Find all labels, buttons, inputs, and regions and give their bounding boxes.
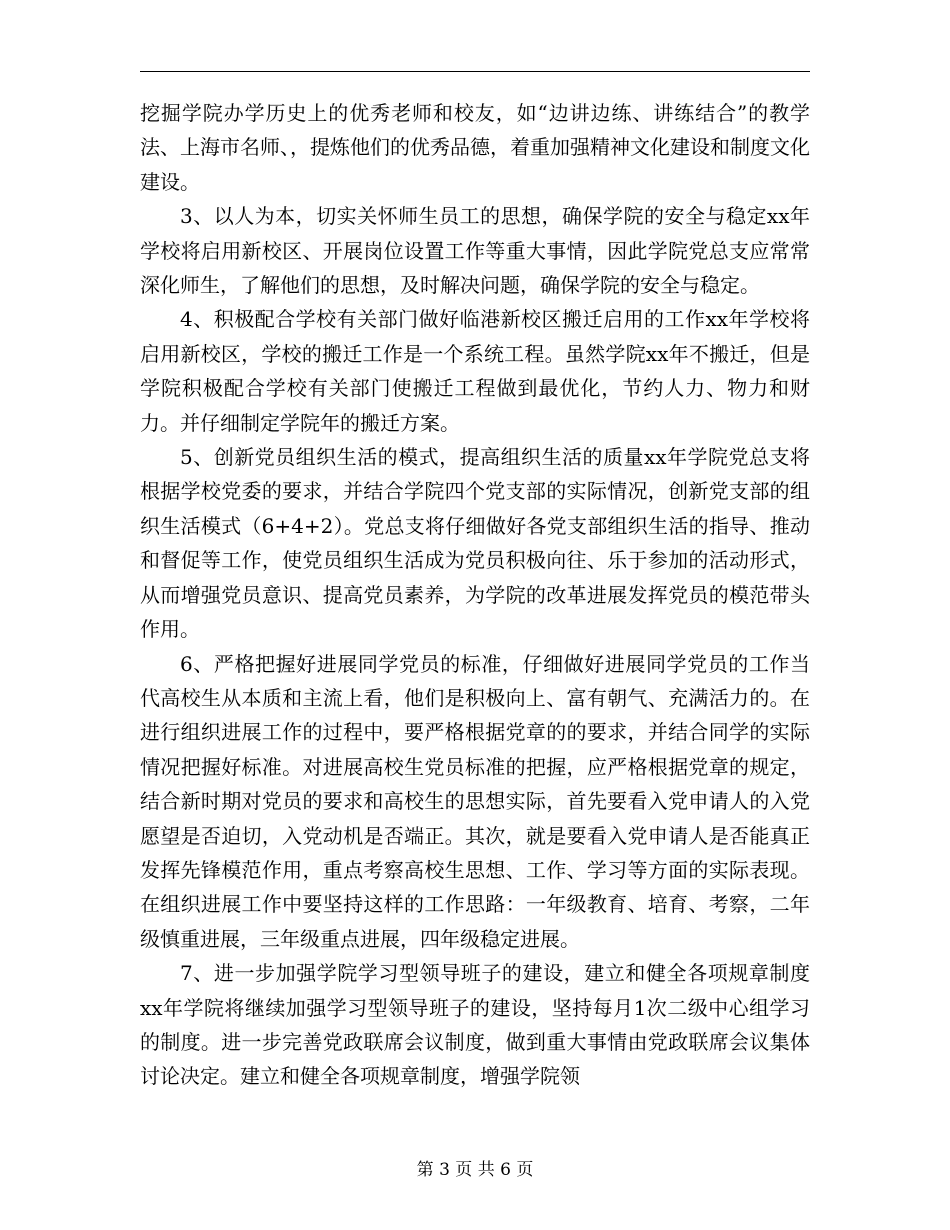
page-number: 第 3 页 共 6 页 [416, 1160, 534, 1180]
paragraph-6: 7、进一步加强学院学习型领导班子的建设，建立和健全各项规章制度xx年学院将继续加强学习型领导班子的建设，坚持每月1次二级中心组学习的制度。进一步完善党政联席会议制度，做到重大事情由党政联席会议集体讨论决定。建立和健全各项规章制度，增强学院领 [140, 961, 810, 1089]
body-text [140, 96, 810, 1094]
paragraph-2: 3、以人为本，切实关怀师生员工的思想，确保学院的安全与稳定xx年学校将启用新校区、开展岗位设置工作等重大事情，因此学院党总支应常常深化师生，了解他们的思想，及时解决问题，确保学院的安全与稳定。 [140, 204, 810, 298]
paragraph-3: 4、积极配合学校有关部门做好临港新校区搬迁启用的工作xx年学校将启用新校区，学校的搬迁工作是一个系统工程。虽然学院xx年不搬迁，但是学院积极配合学校有关部门使搬迁工程做到最优化，节约人力、物力和财力。并仔细制定学院年的搬迁方案。 [140, 307, 810, 435]
paragraph-1: 挖掘学院办学历史上的优秀老师和校友，如“边讲边练、讲练结合”的教学法、上海市名师、，提炼他们的优秀品德，着重加强精神文化建设和制度文化建设。 [140, 101, 810, 194]
paragraph-4: 5、创新党员组织生活的模式，提高组织生活的质量xx年学院党总支将根据学校党委的要求，并结合学院四个党支部的实际情况，创新党支部的组织生活模式（6+4+2）。党总支将仔细做好各党支部组织生活的指导、推动和督促等工作，使党员组织生活成为党员积极向往、乐于参加的活动形式，从而增强党员意识、提高党员素养，为学院的改革进展发挥党员的模范带头作用。 [140, 445, 810, 642]
header-rule [140, 71, 810, 72]
paragraph-5: 6、严格把握好进展同学党员的标准，仔细做好进展同学党员的工作当代高校生从本质和主流上看，他们是积极向上、富有朝气、充满活力的。在进行组织进展工作的过程中，要严格根据党章的的要求，并结合同学的实际情况把握好标准。对进展高校生党员标准的把握，应严格根据党章的规定，结合新时期对党员的要求和高校生的思想实际，首先要看入党申请人的入党愿望是否迫切，入党动机是否端正。其次，就是要看入党申请人是否能真正发挥先锋模范作用，重点考察高校生思想、工作、学习等方面的实际表现。在组织进展工作中要坚持这样的工作思路：一年级教育、培育、考察，二年级慎重进展，三年级重点进展，四年级稳定进展。 [140, 651, 810, 951]
